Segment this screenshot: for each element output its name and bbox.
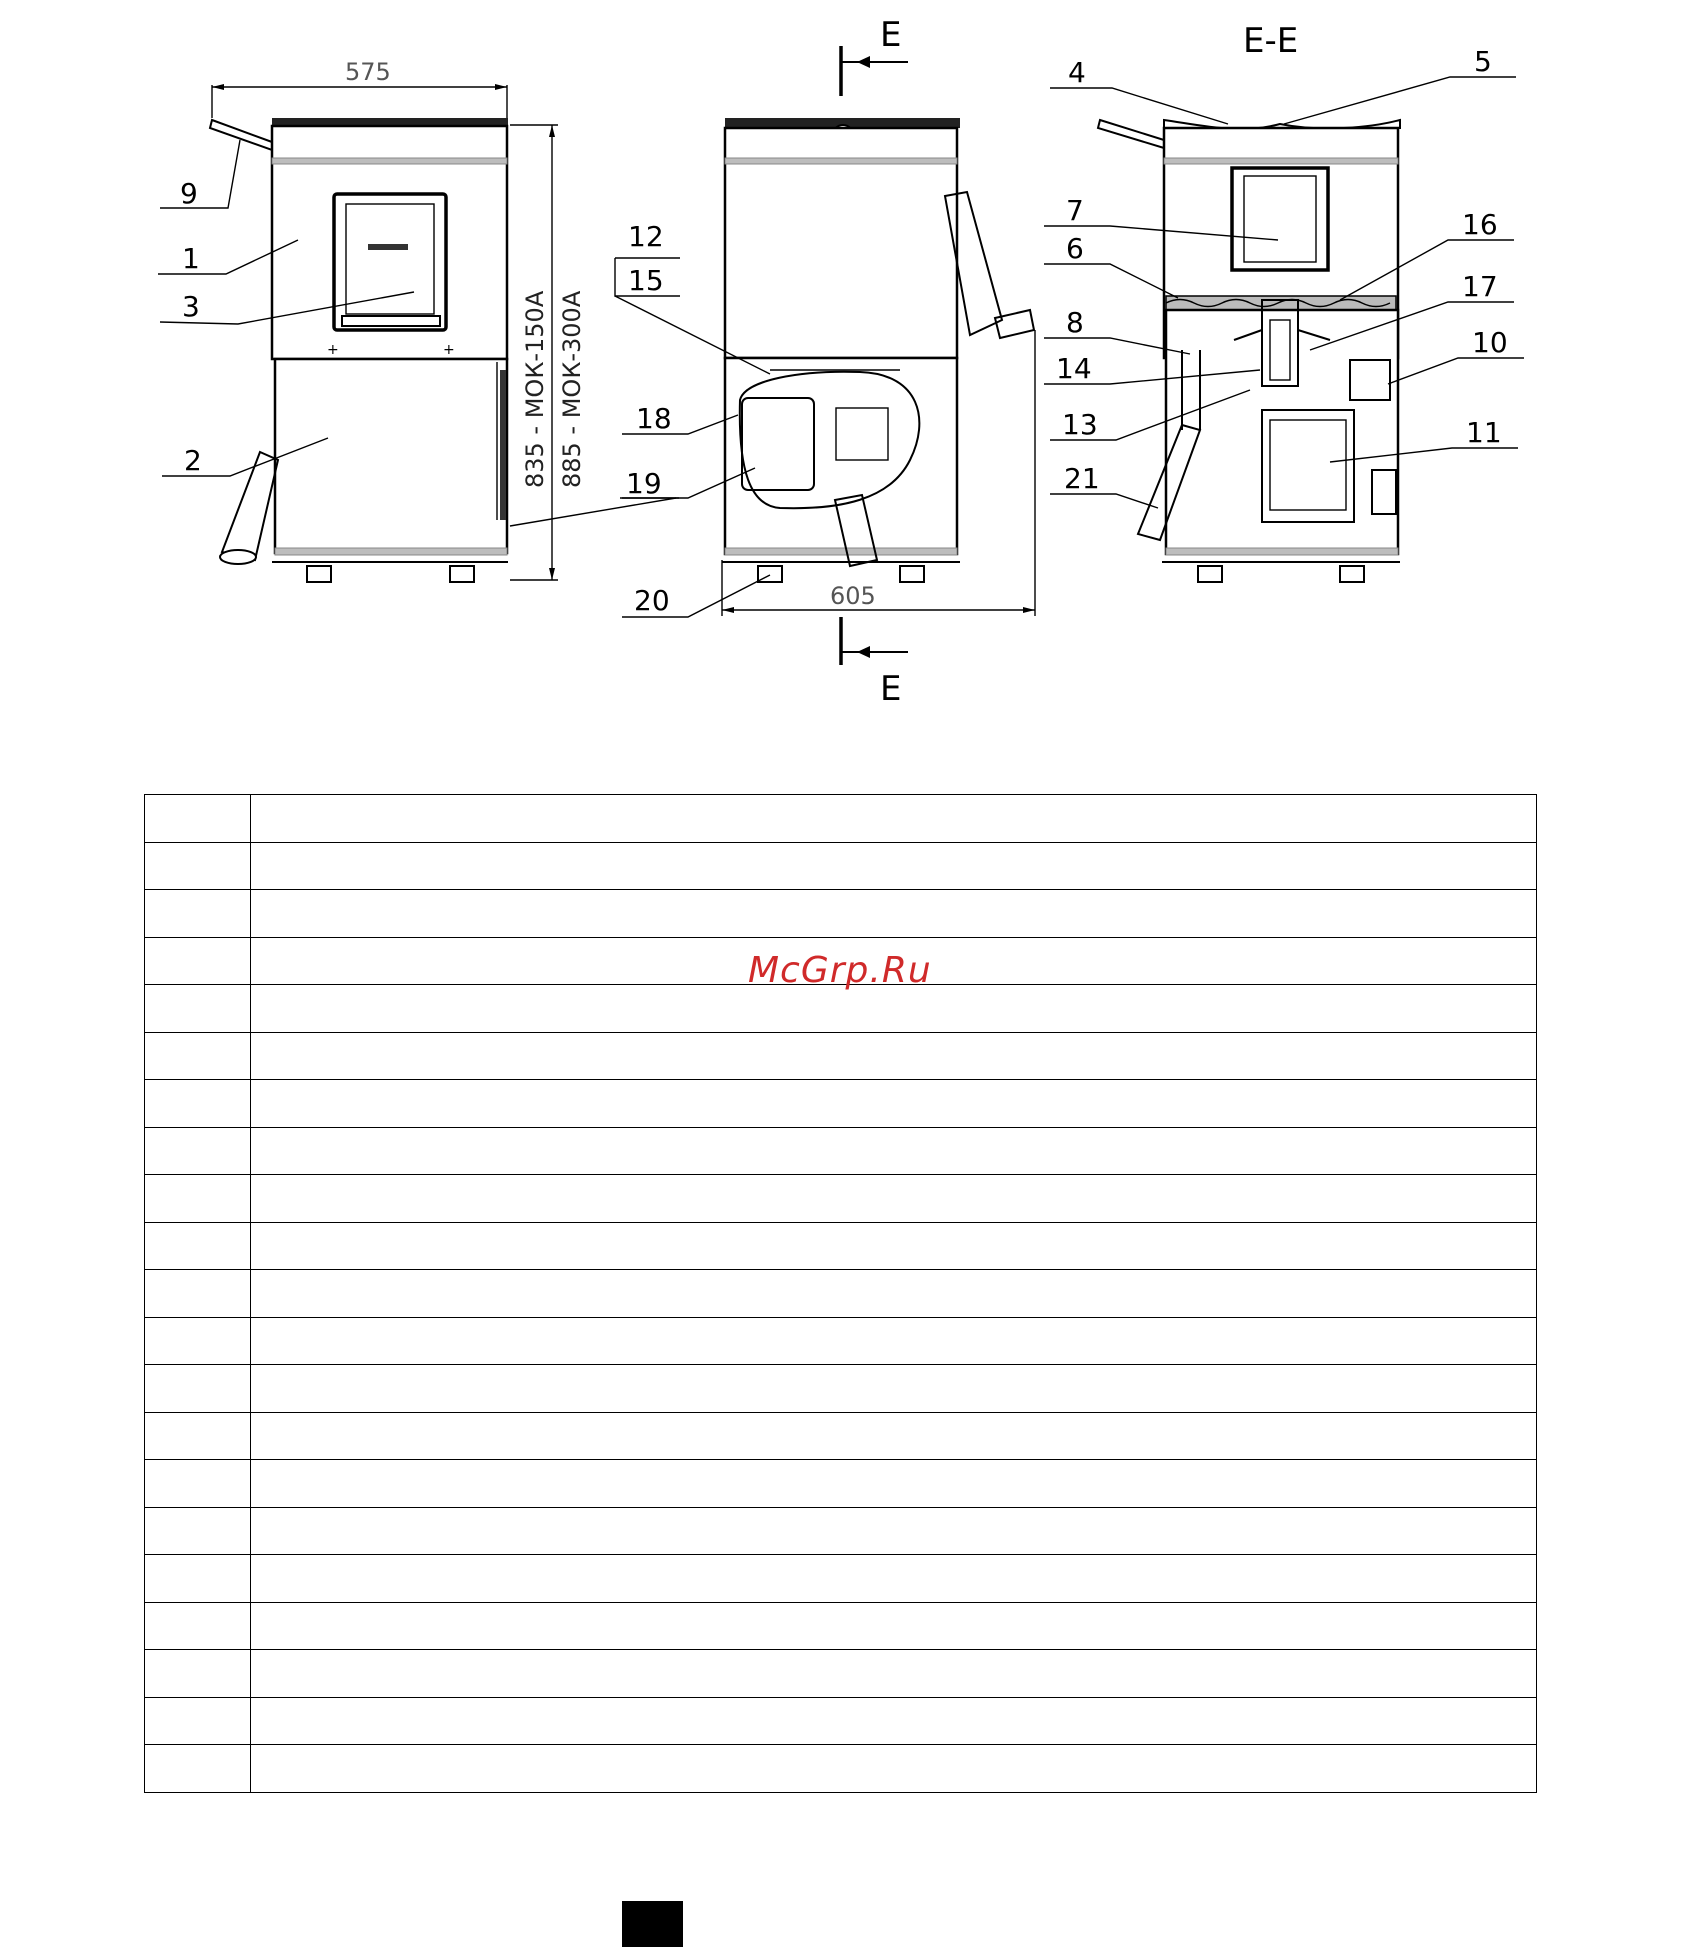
callout-13: 13 <box>1062 408 1098 441</box>
technical-drawing <box>0 0 1684 760</box>
part-number-cell <box>145 1080 251 1128</box>
callout-4: 4 <box>1068 56 1086 89</box>
part-number-cell <box>145 1270 251 1318</box>
part-description-cell <box>251 1697 1537 1745</box>
part-number-cell <box>145 1745 251 1793</box>
table-row <box>145 1602 1537 1650</box>
table-row <box>145 1317 1537 1365</box>
part-description-cell <box>251 985 1537 1033</box>
callout-21: 21 <box>1064 462 1100 495</box>
part-description-cell <box>251 1460 1537 1508</box>
table-row <box>145 1222 1537 1270</box>
callout-19: 19 <box>626 467 662 500</box>
section-marker-bottom: E <box>880 669 902 709</box>
table-row <box>145 1507 1537 1555</box>
part-number-cell <box>145 1127 251 1175</box>
table-row <box>145 890 1537 938</box>
callout-17: 17 <box>1462 270 1498 303</box>
table-row <box>145 1745 1537 1793</box>
dim-height-mok150: 835 - МОК-150А <box>521 290 549 488</box>
callout-3: 3 <box>182 290 200 323</box>
part-number-cell <box>145 937 251 985</box>
part-number-cell <box>145 1412 251 1460</box>
table-row <box>145 795 1537 843</box>
part-number-cell <box>145 1365 251 1413</box>
callout-15: 15 <box>628 264 664 297</box>
page-marker <box>622 1901 683 1947</box>
part-description-cell <box>251 1032 1537 1080</box>
section-view-title: E-E <box>1243 21 1299 61</box>
part-number-cell <box>145 842 251 890</box>
svg-text:+: + <box>443 342 455 358</box>
side-view <box>510 15 1035 709</box>
part-description-cell <box>251 795 1537 843</box>
part-number-cell <box>145 890 251 938</box>
callout-5: 5 <box>1474 45 1492 78</box>
watermark: McGrp.Ru <box>748 950 932 991</box>
part-number-cell <box>145 795 251 843</box>
callout-2: 2 <box>184 444 202 477</box>
part-number-cell <box>145 1602 251 1650</box>
table-row <box>145 1697 1537 1745</box>
callout-7: 7 <box>1066 194 1084 227</box>
callout-10: 10 <box>1472 326 1508 359</box>
table-row <box>145 1555 1537 1603</box>
callout-18: 18 <box>636 402 672 435</box>
part-description-cell <box>251 1650 1537 1698</box>
table-row <box>145 1080 1537 1128</box>
part-number-cell <box>145 1032 251 1080</box>
part-description-cell <box>251 890 1537 938</box>
table-row <box>145 1650 1537 1698</box>
dim-depth-605: 605 <box>830 582 876 610</box>
part-description-cell <box>251 1745 1537 1793</box>
dim-height-mok300: 885 - МОК-300А <box>558 290 586 488</box>
table-row <box>145 1175 1537 1223</box>
part-description-cell <box>251 1270 1537 1318</box>
svg-text:+: + <box>327 342 339 358</box>
part-number-cell <box>145 1507 251 1555</box>
part-number-cell <box>145 1317 251 1365</box>
table-row <box>145 1032 1537 1080</box>
table-row <box>145 1270 1537 1318</box>
part-description-cell <box>251 842 1537 890</box>
part-number-cell <box>145 1175 251 1223</box>
part-number-cell <box>145 1460 251 1508</box>
callout-12: 12 <box>628 220 664 253</box>
part-description-cell <box>251 1222 1537 1270</box>
front-view <box>158 58 586 582</box>
callout-8: 8 <box>1066 306 1084 339</box>
part-description-cell <box>251 1080 1537 1128</box>
part-number-cell <box>145 1650 251 1698</box>
part-description-cell <box>251 1602 1537 1650</box>
callout-6: 6 <box>1066 232 1084 265</box>
table-row <box>145 1365 1537 1413</box>
part-description-cell <box>251 1127 1537 1175</box>
callout-1: 1 <box>182 242 200 275</box>
part-description-cell <box>251 1555 1537 1603</box>
part-description-cell <box>251 1412 1537 1460</box>
part-number-cell <box>145 1222 251 1270</box>
parts-table <box>144 794 1537 1793</box>
dim-width-575: 575 <box>345 58 391 86</box>
section-view-e-e <box>1044 21 1524 582</box>
callout-11: 11 <box>1466 416 1502 449</box>
table-row <box>145 1460 1537 1508</box>
part-number-cell <box>145 1555 251 1603</box>
section-marker-top: E <box>880 15 902 55</box>
callout-14: 14 <box>1056 352 1092 385</box>
callout-20: 20 <box>634 584 670 617</box>
part-number-cell <box>145 1697 251 1745</box>
callout-9: 9 <box>180 177 198 210</box>
table-row <box>145 985 1537 1033</box>
part-description-cell <box>251 1175 1537 1223</box>
table-row <box>145 842 1537 890</box>
part-number-cell <box>145 985 251 1033</box>
part-description-cell <box>251 1365 1537 1413</box>
callout-16: 16 <box>1462 208 1498 241</box>
part-description-cell <box>251 1507 1537 1555</box>
table-row <box>145 1127 1537 1175</box>
table-row <box>145 1412 1537 1460</box>
part-description-cell <box>251 1317 1537 1365</box>
